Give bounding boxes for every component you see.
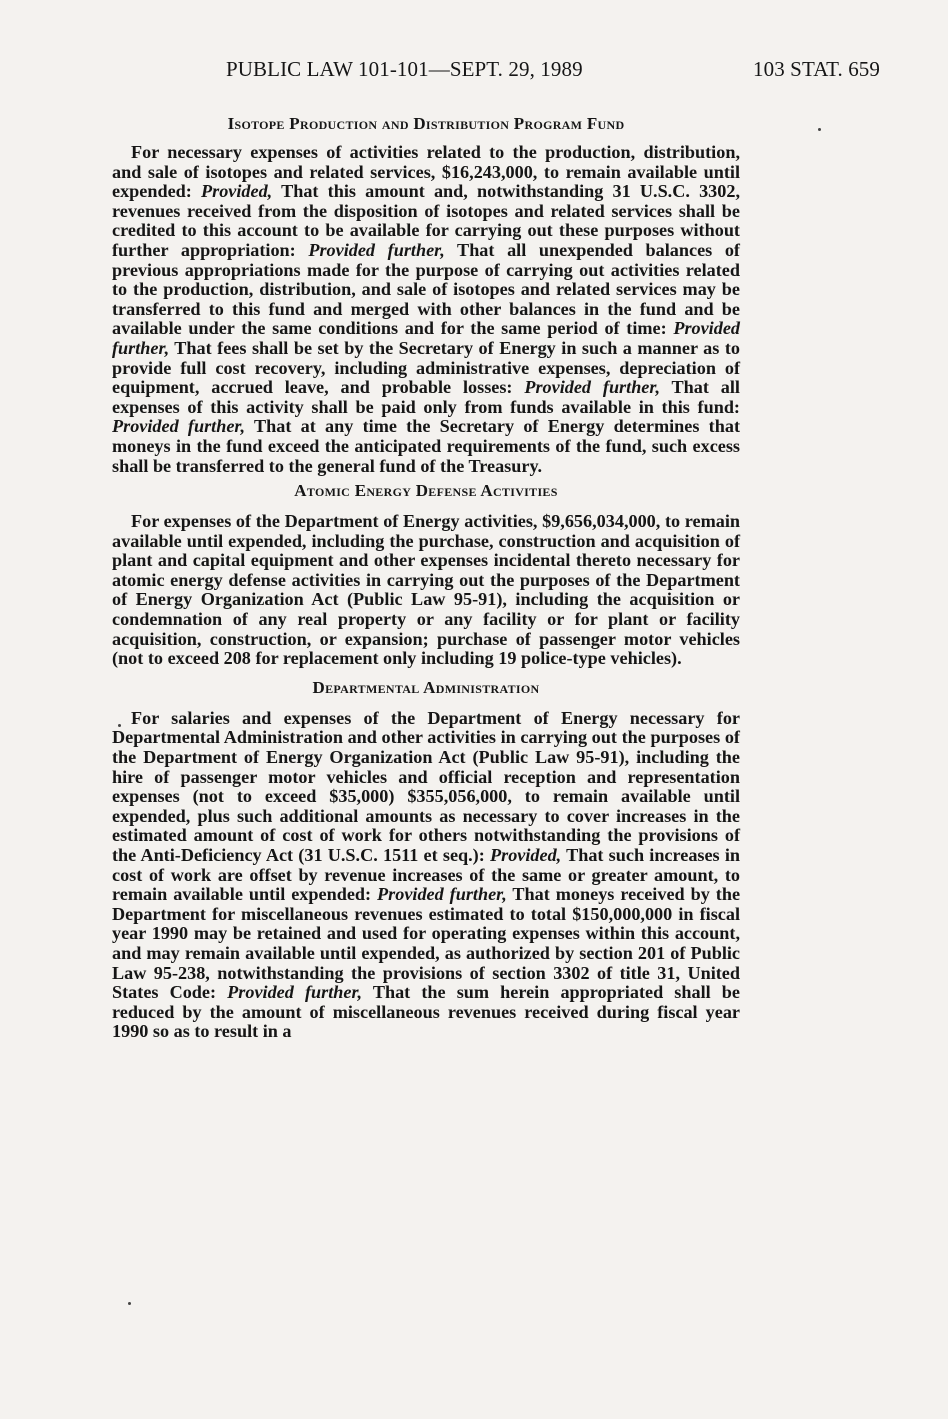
section-heading-departmental-administration: Departmental Administration	[312, 677, 540, 697]
scan-speck	[818, 128, 821, 131]
proviso-phrase: Provided further,	[524, 377, 660, 398]
proviso-phrase: Provided further,	[112, 318, 740, 358]
section-paragraph-atomic-energy-defense	[112, 512, 740, 669]
text-run: That fees shall be set by the Secretary of Energy in such a manner as to provide full cost recovery, including administrative expenses, depreciation of equipment, accrued leave, and probable losses:	[112, 337, 740, 398]
text-run: For necessary expenses of activities related to the production, distribution, and sale of isotopes and related services, $16,243,000, to remain available until expended:	[112, 142, 740, 202]
text-run: That such increases in cost of work are offset by revenue increases of the same or greater amount, to remain available until expended:	[112, 845, 741, 905]
document-body	[112, 113, 740, 1042]
scan-speck	[118, 724, 121, 727]
section-paragraph-isotope-fund	[112, 143, 740, 476]
section-paragraph-departmental-administration	[112, 709, 740, 1042]
text-run: For expenses of the Department of Energy activities, $9,656,034,000, to remain available until expended, including the purchase, construction and acquisition of plant and capital equipment and other expenses incidental thereto necessary for atomic energy defense activities in carrying out the purposes of the Department of Energy Organization Act (Public Law 95-91), including the acquisition or condemnation of any real property or any facility or for plant or facility acquisition, construction, or expansion; purchase of passenger motor vehicles (not to exceed 208 for replacement only including 19 police-type vehicles).	[112, 511, 740, 669]
proviso-phrase: Provided,	[490, 845, 562, 865]
statute-page-number: 103 STAT. 659	[753, 57, 880, 81]
text-run: That at any time the Secretary of Energy determines that moneys in the fund exceed the anticipated requirements of the fund, such excess shall be transferred to the general fund of the Treasury.	[112, 416, 741, 476]
text-run: That all expenses of this activity shall be paid only from funds available in this fund:	[112, 377, 740, 417]
text-run: For salaries and expenses of the Department of Energy necessary for Departmental Administration and other activities in carrying out the purposes of the Department of Energy Organization Act (Public Law 95-91), including the hire of passenger motor vehicles and official reception and representation expenses (not to exceed $35,000) $355,056,000, to remain available until expended, plus such additional amounts as necessary to cover increases in the estimated amount of cost of work for others notwithstanding the provisions of the Anti-Deficiency Act (31 U.S.C. 1511 et seq.):	[112, 707, 740, 865]
section-heading-isotope-fund: Isotope Production and Distribution Program Fund	[227, 114, 625, 133]
proviso-phrase: Provided further,	[112, 416, 246, 437]
text-run: That the sum herein appropriated shall be reduced by the amount of miscellaneous revenues received during fiscal year 1990 so as to result in a	[112, 982, 740, 1042]
section-heading-atomic-energy-defense: Atomic Energy Defense Activities	[294, 481, 558, 501]
text-run: That all unexpended balances of previous appropriations made for the purpose of carrying out activities related to the production, distribution, and sale of isotopes and related services may be transferred to this fund and merged with other balances in the fund and be available under the same conditions and for the same period of time:	[112, 239, 740, 339]
public-law-citation: PUBLIC LAW 101-101—SEPT. 29, 1989	[226, 57, 583, 81]
text-run: That this amount and, notwithstanding 31 U.S.C. 3302, revenues received from the disposition of isotopes and related services shall be credited to this account to be available for carrying out these purposes without further appropriation:	[112, 181, 741, 260]
proviso-phrase: Provided,	[201, 181, 273, 202]
proviso-phrase: Provided further,	[227, 982, 363, 1003]
page-header	[226, 57, 880, 87]
proviso-phrase: Provided further,	[308, 239, 445, 260]
text-run: That moneys received by the Department for miscellaneous revenues estimated to total $150,000,000 in fiscal year 1990 may be retained and used for operating expenses within this account, and may remain available until expended, as authorized by section 201 of Public Law 95-238, notwithstanding the provisions of section 3302 of title 31, United States Code:	[112, 884, 741, 1003]
scan-speck	[128, 1302, 131, 1305]
proviso-phrase: Provided further,	[377, 884, 507, 905]
